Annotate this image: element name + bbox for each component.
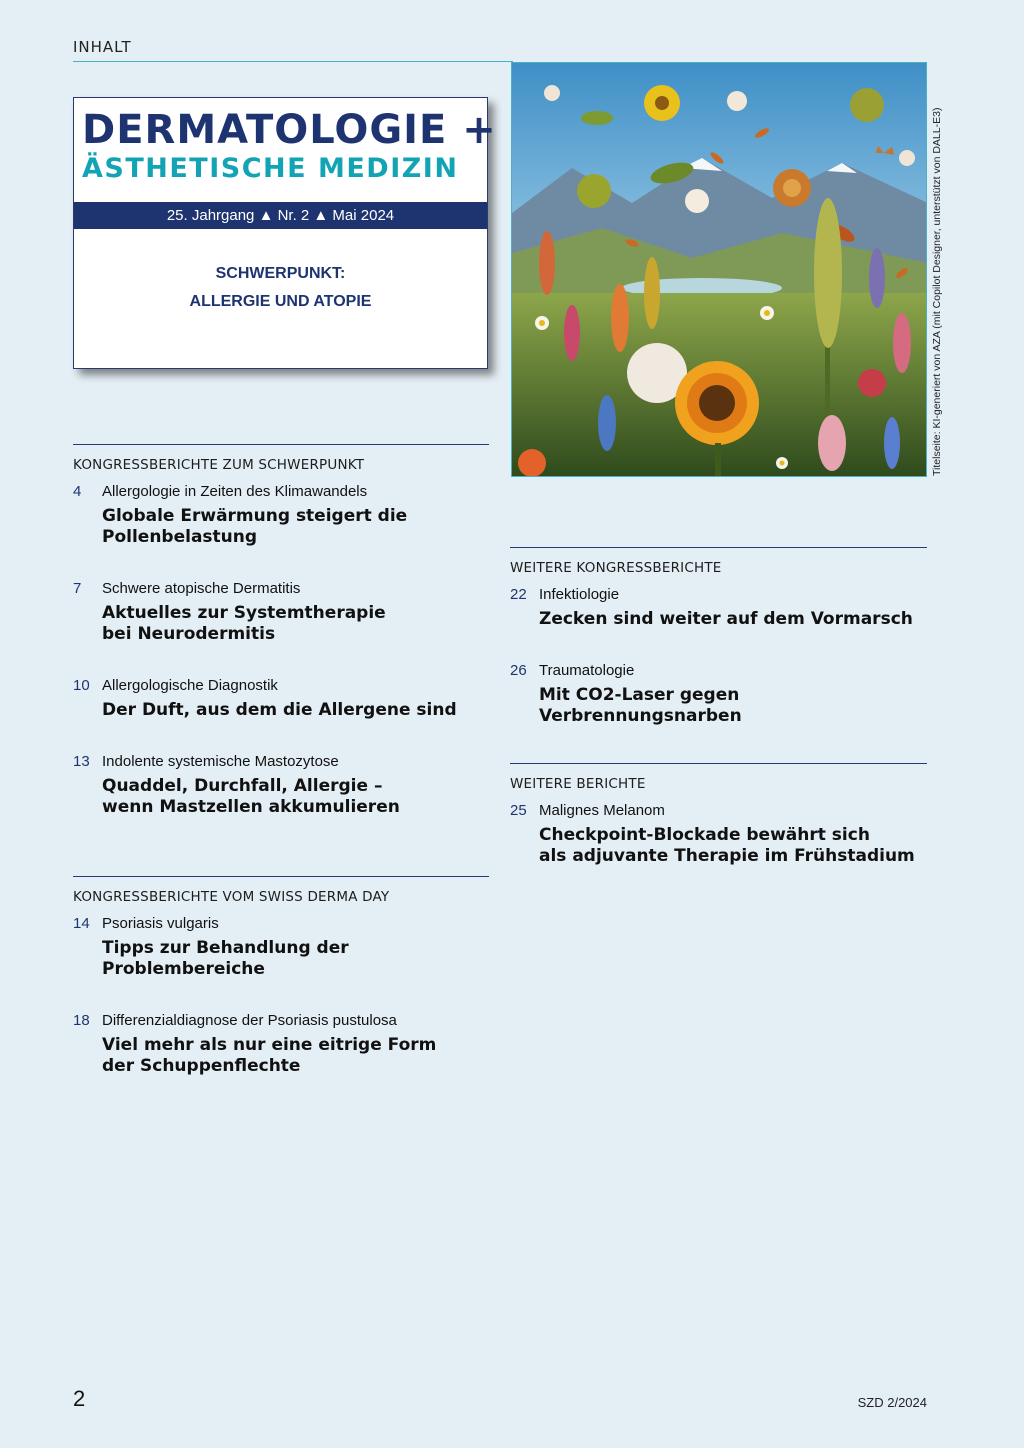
- entry-headline: [102, 776, 489, 818]
- page-number: 18: [73, 1012, 90, 1029]
- magazine-subtitle: ÄSTHETISCHE MEDIZIN: [82, 153, 459, 184]
- toc-entry[interactable]: [73, 915, 489, 980]
- toc-entry[interactable]: [510, 586, 927, 630]
- page-number: 13: [73, 753, 90, 770]
- focus-topic: [74, 260, 487, 316]
- headline-line: Viel mehr als nur eine eitrige Form: [102, 1035, 437, 1055]
- cover-image: [511, 62, 927, 477]
- headline-line: Aktuelles zur Systemtherapie: [102, 603, 386, 623]
- section-title: WEITERE BERICHTE: [510, 776, 646, 792]
- headline-line: der Schuppenflechte: [102, 1056, 301, 1076]
- entry-kicker: Allergologische Diagnostik: [102, 677, 278, 694]
- section-weitere-berichte: [510, 763, 927, 867]
- entry-kicker: Schwere atopische Dermatitis: [102, 580, 301, 597]
- toc-entry[interactable]: [73, 1012, 489, 1077]
- entry-headline: [539, 609, 927, 630]
- page-number: 10: [73, 677, 90, 694]
- section-rule: [510, 547, 927, 548]
- header-rule: [73, 61, 513, 62]
- page-number: 7: [73, 580, 82, 597]
- section-title: WEITERE KONGRESSBERICHTE: [510, 560, 722, 576]
- entry-headline: [102, 603, 489, 645]
- entry-kicker: Malignes Melanom: [539, 802, 665, 819]
- entry-headline: [102, 506, 489, 548]
- focus-label: SCHWERPUNKT:: [215, 265, 346, 282]
- page-number: 25: [510, 802, 527, 819]
- cover-card: [73, 97, 497, 369]
- headline-line: Der Duft, aus dem die Allergene sind: [102, 700, 457, 720]
- entry-headline: [539, 685, 927, 727]
- toc-entry[interactable]: [73, 483, 489, 548]
- image-credit: Titelseite: KI-generiert von AZA (mit Copilot Designer, unterstützt von DALL-E3): [931, 107, 943, 476]
- headline-line: Mit CO2-Laser gegen Verbrennungsnarben: [539, 685, 742, 726]
- page-number: 26: [510, 662, 527, 679]
- entry-kicker: Infektiologie: [539, 586, 620, 603]
- issue-code: SZD 2/2024: [857, 1395, 927, 1410]
- toc-entry[interactable]: [73, 677, 489, 721]
- headline-line: Tipps zur Behandlung der Problembereiche: [102, 938, 349, 979]
- toc-entry[interactable]: [510, 802, 927, 867]
- entry-headline: [102, 700, 489, 721]
- entry-headline: [102, 1035, 489, 1077]
- headline-line: Checkpoint-Blockade bewährt sich: [539, 825, 870, 845]
- entry-kicker: Differenzialdiagnose der Psoriasis pustulosa: [102, 1012, 397, 1029]
- toc-entry[interactable]: [73, 753, 489, 818]
- entry-kicker: Traumatologie: [539, 662, 635, 679]
- section-label: INHALT: [73, 38, 132, 56]
- section-rule: [73, 444, 489, 445]
- entry-headline: [102, 938, 489, 980]
- section-rule: [510, 763, 927, 764]
- section-rule: [73, 876, 489, 877]
- section-title: KONGRESSBERICHTE ZUM SCHWERPUNKT: [73, 457, 365, 473]
- headline-line: als adjuvante Therapie im Frühstadium: [539, 846, 915, 866]
- entry-kicker: Psoriasis vulgaris: [102, 915, 219, 932]
- toc-entry[interactable]: [510, 662, 927, 727]
- headline-line: Zecken sind weiter auf dem Vormarsch: [539, 609, 913, 629]
- entry-kicker: Allergologie in Zeiten des Klimawandels: [102, 483, 368, 500]
- headline-line: Quaddel, Durchfall, Allergie –: [102, 776, 383, 796]
- section-title: KONGRESSBERICHTE VOM SWISS DERMA DAY: [73, 889, 390, 905]
- headline-line: bei Neurodermitis: [102, 624, 276, 644]
- magazine-title: DERMATOLOGIE +: [82, 107, 497, 153]
- page-number: 22: [510, 586, 527, 603]
- entry-headline: [539, 825, 927, 867]
- page-number: 4: [73, 483, 82, 500]
- issue-bar: 25. Jahrgang ▲ Nr. 2 ▲ Mai 2024: [74, 202, 487, 229]
- focus-title: ALLERGIE UND ATOPIE: [189, 293, 372, 310]
- headline-line: Globale Erwärmung steigert die: [102, 506, 408, 526]
- section-schwerpunkt: [73, 444, 489, 818]
- section-weitere-kongressberichte: [510, 547, 927, 727]
- headline-line: wenn Mastzellen akkumulieren: [102, 797, 400, 817]
- headline-line: Pollenbelastung: [102, 527, 258, 547]
- entry-kicker: Indolente systemische Mastozytose: [102, 753, 339, 770]
- page-number-footer: 2: [73, 1386, 86, 1411]
- toc-entry[interactable]: [73, 580, 489, 645]
- section-swiss-derma-day: [73, 876, 489, 1077]
- page-number: 14: [73, 915, 90, 932]
